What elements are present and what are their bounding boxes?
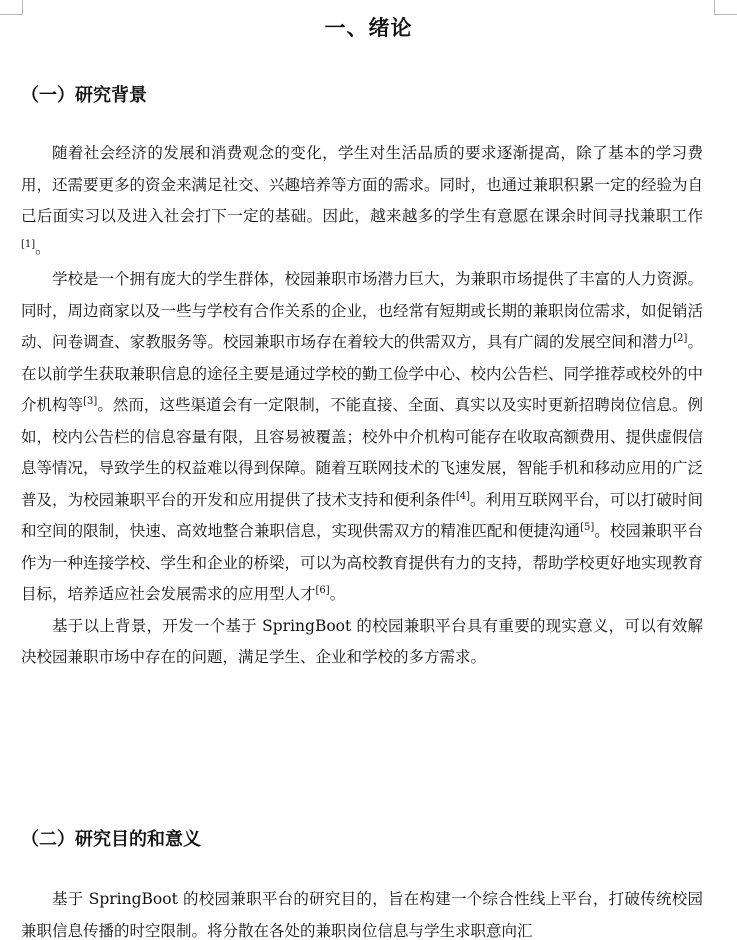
- paragraph-3: 基于以上背景，开发一个基于 SpringBoot 的校园兼职平台具有重要的现实意义，可以有效解决校园兼职市场中存在的问题，满足学生、企业和学校的多方需求。: [21, 616, 703, 666]
- paragraph-2-seg-2: 。在以前学生获取兼职信息的途径主要是通过学校的勤工俭学中心、校内公告栏、同学推荐或校外的中介机构等: [21, 333, 704, 414]
- section-body-background: [21, 138, 703, 674]
- paragraph-4: 基于 SpringBoot 的校园兼职平台的研究目的，旨在构建一个综合性线上平台，打破传统校园兼职信息传播的时空限制。将分散在各处的兼职岗位信息与学生求职意向汇: [21, 890, 703, 940]
- paragraph-2-seg-3: 。然而，这些渠道会有一定限制，不能直接、全面、真实以及实时更新招聘岗位信息。例如，校内公告栏的信息容量有限，且容易被覆盖；校外中介机构可能存在收取高额费用、提供虚假信息等情况，导致学生的权益难以得到保障。随着互联网技术的飞速发展，智能手机和移动应用的广泛普及，为校园兼职平台的开发和应用提供了技术支持和便利条件: [21, 396, 704, 509]
- paragraph-1-text: 随着社会经济的发展和消费观念的变化，学生对生活品质的要求逐渐提高，除了基本的学习费用，还需要更多的资金来满足社交、兴趣培养等方面的需求。同时，也通过兼职积累一定的经验为自己后面实习以及进入社会打下一定的基础。因此，越来越多的学生有意愿在课余时间寻找兼职工作: [21, 144, 704, 225]
- paragraph-2-seg-5: 。校园兼职平台作为一种连接学校、学生和企业的桥梁，可以为高校教育提供有力的支持，帮助学校更好地实现教育目标，培养适应社会发展需求的应用型人才: [21, 522, 704, 603]
- citation-3: [3]: [83, 396, 98, 407]
- citation-6: [6]: [315, 585, 330, 596]
- paragraph-1: [21, 138, 703, 264]
- citation-5: [5]: [580, 522, 595, 533]
- section-heading-background: （一）研究背景: [21, 85, 147, 106]
- section-body-purpose: [21, 884, 703, 940]
- citation-2: [2]: [673, 333, 688, 344]
- citation-4: [4]: [455, 490, 471, 502]
- paragraph-2-seg-4: 。利用互联网平台，可以打破时间和空间的限制，快速、高效地整合兼职信息，实现供需双方的精准匹配和便捷沟通: [21, 490, 703, 540]
- section-heading-purpose: （二）研究目的和意义: [21, 829, 201, 850]
- paragraph-1-tail: 。: [35, 238, 51, 257]
- paragraph-2: [21, 264, 703, 611]
- chapter-title: 一、绪论: [324, 16, 413, 40]
- citation-1: [1]: [21, 238, 36, 250]
- paragraph-2-seg-1: 学校是一个拥有庞大的学生群体，校园兼职市场潜力巨大，为兼职市场提供了丰富的人力资源。同时，周边商家以及一些与学校有合作关系的企业，也经常有短期或长期的兼职岗位需求，如促销活动、问卷调查、家教服务等。校园兼职市场存在着较大的供需双方，具有广阔的发展空间和潜力: [21, 270, 704, 351]
- paragraph-2-seg-6: 。: [329, 585, 346, 603]
